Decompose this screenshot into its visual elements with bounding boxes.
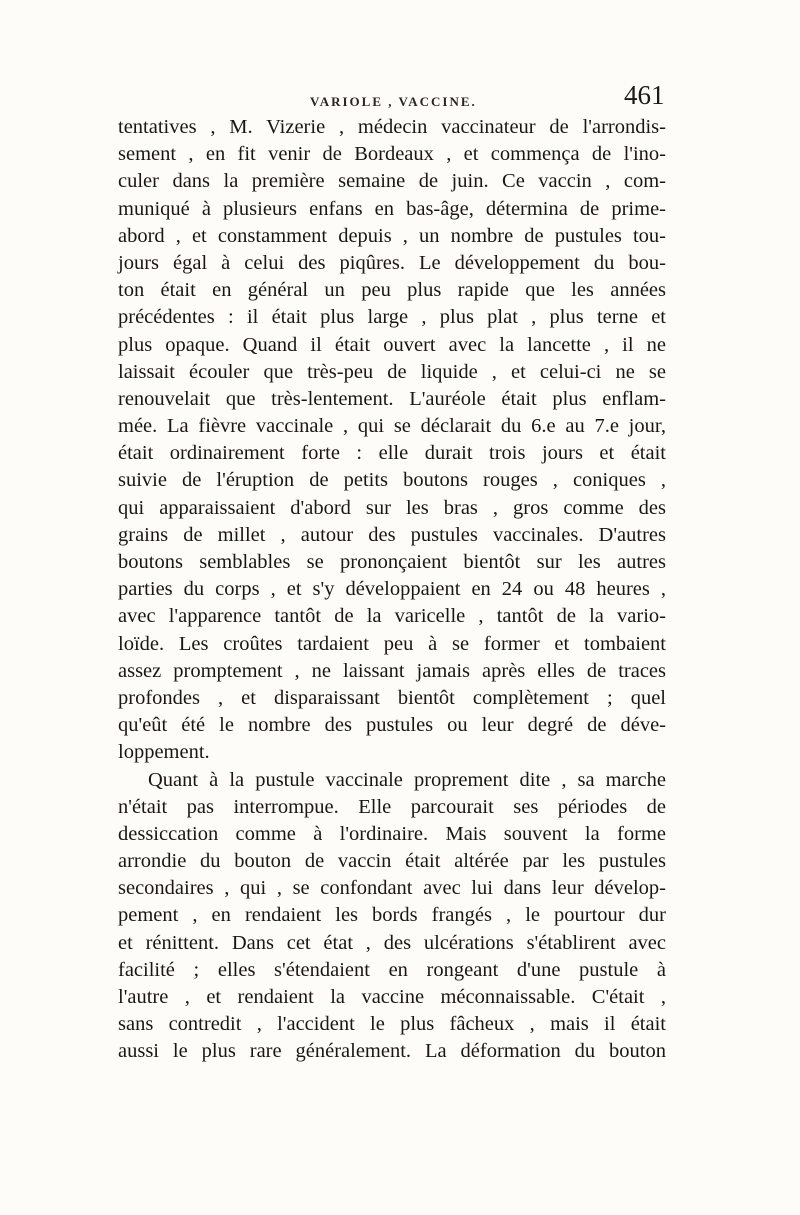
text-line: arrondie du bouton de vaccin était altérée par les pustules — [118, 850, 666, 873]
text-line: qu'eût été le nombre des pustules ou leur degré de déve- — [118, 714, 666, 737]
text-line: grains de millet , autour des pustules vaccinales. D'autres — [118, 523, 666, 546]
body-text — [118, 114, 666, 1066]
text-line: sans contredit , l'accident le plus fâcheux , mais il était — [118, 1013, 666, 1036]
text-line: n'était pas interrompue. Elle parcourait ses périodes de — [118, 795, 666, 818]
text-line: boutons semblables se prononçaient bientôt sur les autres — [118, 551, 666, 573]
text-line: facilité ; elles s'étendaient en rongeant d'une pustule à — [118, 958, 666, 981]
text-line: dessiccation comme à l'ordinaire. Mais souvent la forme — [118, 822, 666, 845]
text-line: ton était en général un peu plus rapide que les années — [118, 279, 666, 302]
text-line: loïde. Les croûtes tardaient peu à se former et tombaient — [118, 632, 666, 655]
running-title: VARIOLE , VACCINE. — [310, 94, 477, 109]
text-line: jours égal à celui des piqûres. Le développement du bou- — [118, 251, 666, 274]
text-line: et rénittent. Dans cet état , des ulcérations s'établirent avec — [118, 931, 666, 954]
text-line: aussi le plus rare généralement. La déformation du bouton — [118, 1040, 666, 1063]
paragraph-first-line: Quant à la pustule vaccinale proprement dite , sa marche — [148, 768, 666, 791]
text-line: abord , et constamment depuis , un nombre de pustules tou- — [118, 224, 666, 247]
text-line: pement , en rendaient les bords frangés , le pourtour dur — [118, 904, 666, 927]
text-line: culer dans la première semaine de juin. Ce vaccin , com- — [118, 170, 666, 193]
text-line: suivie de l'éruption de petits boutons rouges , coniques , — [118, 469, 666, 492]
text-line: mée. La fièvre vaccinale , qui se déclarait du 6.e au 7.e jour, — [118, 415, 666, 438]
text-line: avec l'apparence tantôt de la varicelle , tantôt de la vario- — [118, 605, 666, 628]
text-line: secondaires , qui , se confondant avec lui dans leur dévelop- — [118, 877, 666, 900]
text-line: sement , en fit venir de Bordeaux , et commença de l'ino- — [118, 143, 666, 166]
text-line: précédentes : il était plus large , plus plat , plus terne et — [118, 306, 666, 329]
text-line: muniqué à plusieurs enfans en bas-âge, détermina de prime- — [118, 197, 666, 220]
text-line: plus opaque. Quand il était ouvert avec la lancette , il ne — [118, 333, 666, 356]
text-line: renouvelait que très-lentement. L'auréole était plus enflam- — [118, 387, 666, 410]
paragraph-end-line: loppement. — [118, 741, 210, 764]
page-number: 461 — [624, 80, 665, 110]
text-line: qui apparaissaient d'abord sur les bras , gros comme des — [118, 496, 666, 519]
text-line: laissait écouler que très-peu de liquide , et celui-ci ne se — [118, 360, 666, 383]
text-line: l'autre , et rendaient la vaccine méconnaissable. C'était , — [118, 986, 666, 1008]
text-line: assez promptement , ne laissant jamais après elles de traces — [118, 659, 666, 682]
text-line: était ordinairement forte : elle durait trois jours et était — [118, 442, 666, 465]
text-line: tentatives , M. Vizerie , médecin vaccinateur de l'arrondis- — [118, 116, 666, 138]
text-line: parties du corps , et s'y développaient en 24 ou 48 heures , — [118, 578, 666, 601]
text-line: profondes , et disparaissant bientôt complètement ; quel — [118, 686, 666, 709]
